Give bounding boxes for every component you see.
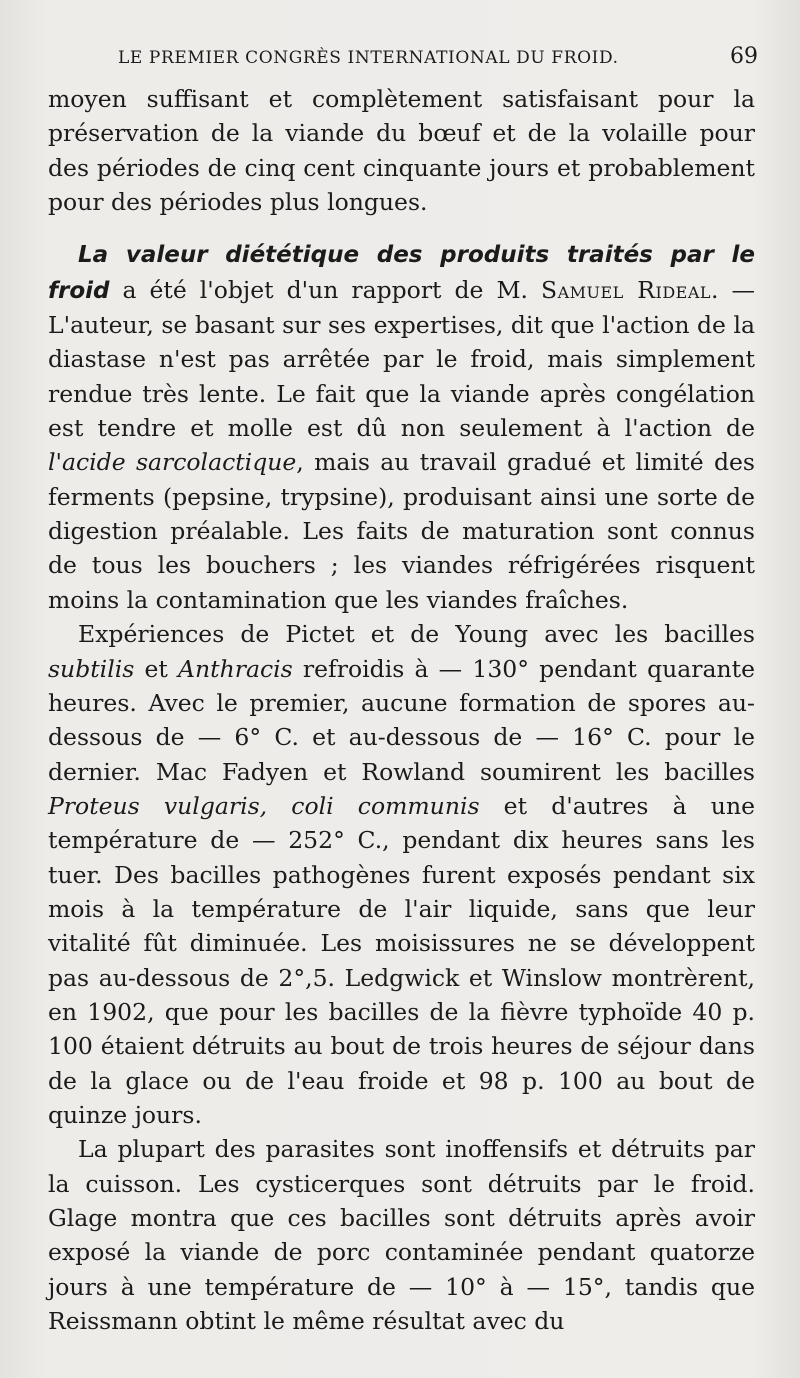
- paragraph-4: La plupart des parasites sont inoffensifs et détruits par la cuisson. Les cysticerques sont détruits par le froid. Glage montra que ces bacilles sont détruits après avoir exposé la viande de porc contaminée pendant quatorze jours à une température de — 10° à — 15°, tandis que Reissmann obtint le même résultat avec du: [48, 1135, 755, 1336]
- page-number: 69: [730, 44, 758, 69]
- running-header: [118, 44, 758, 69]
- italic-term: l'acide sarcolactique: [48, 448, 297, 477]
- body-text: [48, 82, 755, 1338]
- running-title: LE PREMIER CONGRÈS INTERNATIONAL DU FROID.: [118, 48, 619, 68]
- italic-term: Anthracis: [178, 654, 293, 683]
- italic-term: Proteus vulgaris, coli communis: [48, 791, 480, 820]
- author-name: Samuel Rideal: [540, 275, 712, 304]
- paragraph-2: La valeur diététique des produits traités par le froid a été l'objet d'un rapport de M. Samuel Rideal. — L'auteur, se basant sur ses expertises, dit que l'action de la diastase n'est pas arrêtée par le froid, mais simplement rendue très lente. Le fait que la viande après congélation est tendre et molle est dû non seulement à l'action de l'acide sarcolactique, mais au travail gradué et limité des ferments (pepsine, trypsine), produisant ainsi une sorte de digestion préalable. Les faits de maturation sont connus de tous les bouchers ; les viandes réfrigérées risquent moins la contamination que les viandes fraîches.: [48, 242, 755, 614]
- italic-term: subtilis: [48, 654, 135, 683]
- paragraph-3: Expériences de Pictet et de Young avec les bacilles subtilis et Anthracis refroidis à — 130° pendant quarante heures. Avec le premier, aucune formation de spores au-dessous de — 6° C. et au-dessous de — 16° C. pour le dernier. Mac Fadyen et Rowland soumirent les bacilles Proteus vulgaris, coli communis et d'autres à une température de — 252° C., pendant dix heures sans les tuer. Des bacilles pathogènes furent exposés pendant six mois à la température de l'air liquide, sans que leur vitalité fût diminuée. Les moisissures ne se développent pas au-dessous de 2°,5. Ledgwick et Winslow montrèrent, en 1902, que pour les bacilles de la fièvre typhoïde 40 p. 100 étaient détruits au bout de trois heures de séjour dans de la glace ou de l'eau froide et 98 p. 100 au bout de quinze jours.: [48, 620, 755, 1129]
- section-lead: La valeur diététique des produits traités par le froid: [48, 242, 755, 304]
- paragraph-1: moyen suffisant et complètement satisfaisant pour la préservation de la viande du bœuf et de la volaille pour des périodes de cinq cent cinquante jours et probablement pour des périodes plus longues.: [48, 85, 755, 217]
